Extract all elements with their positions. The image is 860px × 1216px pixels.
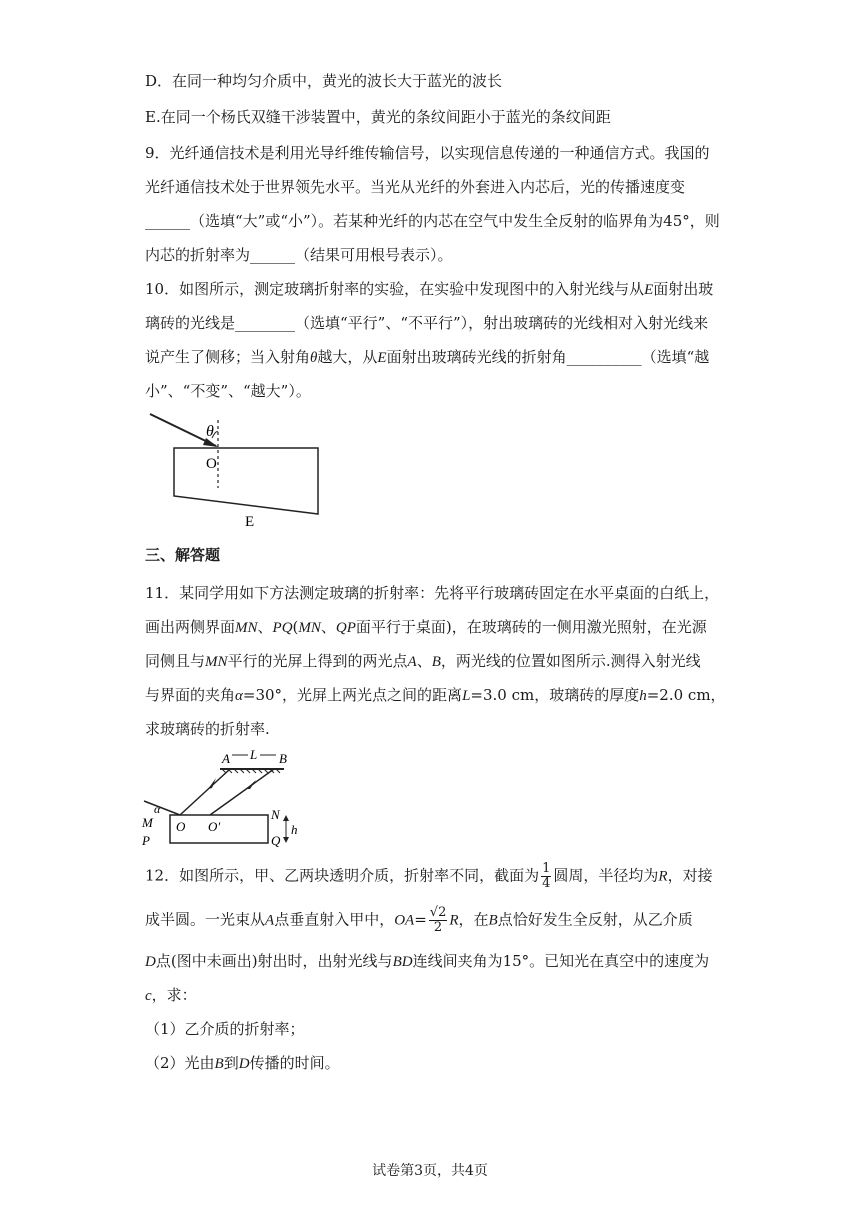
alpha-label: α <box>154 802 161 816</box>
length-l-label: L <box>250 747 258 762</box>
theta-label: θ <box>206 423 214 440</box>
q12-subquestion-1: （1）乙介质的折射率； <box>145 1020 305 1038</box>
q9-line-1: 9．光纤通信技术是利用光导纤维传输信号，以实现信息传递的一种通信方式。我国的 <box>145 144 710 162</box>
reflected-ray-2 <box>210 769 274 815</box>
q10-line-2: 璃砖的光线是________（选填“平行”、“不平行”），射出玻璃砖的光线相对入射光线来 <box>145 314 709 332</box>
point-o-label: O <box>206 456 217 472</box>
q8-option-d: D．在同一种均匀介质中，黄光的波长大于蓝光的波长 <box>145 72 503 90</box>
q12-subquestion-2: （2）光由B到D传播的时间。 <box>145 1054 340 1072</box>
fraction-one-quarter: $\frac{1}{4}$ <box>542 861 551 891</box>
point-n-label: N <box>271 807 280 822</box>
point-a-label: A <box>222 751 230 766</box>
q10-line-4: 小”、“不变”、“越大”）。 <box>145 382 311 400</box>
reflected-ray-1 <box>180 769 230 815</box>
point-o-label: O <box>176 819 186 834</box>
q10-line-3: 说产生了侧移；当入射角θ越大，从E面射出玻璃砖光线的折射角__________（选填“越 <box>145 348 710 366</box>
q11-line-5: 求玻璃砖的折射率. <box>145 720 270 738</box>
point-b-label: B <box>279 751 287 766</box>
q11-line-4: 与界面的夹角α=30°，光屏上两光点之间的距离L=3.0 cm，玻璃砖的厚度h=2.0 cm， <box>145 686 726 704</box>
incident-laser-ray <box>144 801 180 815</box>
thickness-arrow-top <box>283 815 289 821</box>
q9-line-4: 内芯的折射率为______（结果可用根号表示）。 <box>145 246 453 264</box>
q11-laser-figure <box>140 745 310 850</box>
fraction-root2-over-2: $\frac{√2}{2}$ <box>429 905 447 935</box>
q12-line-1: 12．如图所示，甲、乙两块透明介质，折射率不同，截面为 $\frac{1}{4}$ 圆周，半径均为R，对接 <box>145 861 713 891</box>
point-m-label: M <box>142 815 153 830</box>
q12-line-4: c，求： <box>145 986 197 1004</box>
reflected-ray-2-arrow <box>246 780 256 789</box>
q12-line-2: 成半圆。一光束从A点垂直射入甲中，OA= $\frac{√2}{2}$ R，在B点恰好发生全反射，从乙介质 <box>145 905 693 935</box>
thickness-arrow-bottom <box>283 837 289 843</box>
q11-line-3: 同侧且与MN平行的光屏上得到的两光点A、B，两光线的位置如图所示.测得入射光线 <box>145 652 701 670</box>
section-heading: 三、解答题 <box>145 546 221 564</box>
face-e-label: E <box>245 514 255 530</box>
q12-line-3: D点(图中未画出)射出时，出射光线与BD连线间夹角为15°。已知光在真空中的速度为 <box>145 952 710 970</box>
q11-line-2: 画出两侧界面MN、PQ(MN、QP面平行于桌面)，在玻璃砖的一侧用激光照射，在光源 <box>145 618 707 636</box>
q10-glass-brick-figure <box>140 410 340 535</box>
glass-brick <box>174 448 318 514</box>
q8-option-e: E.在同一个杨氏双缝干涉装置中，黄光的条纹间距小于蓝光的条纹间距 <box>145 108 611 126</box>
page-footer: 试卷第3页，共4页 <box>372 1163 488 1179</box>
q11-line-1: 11．某同学用如下方法测定玻璃的折射率：先将平行玻璃砖固定在水平桌面的白纸上， <box>145 584 720 602</box>
thickness-h-label: h <box>291 822 298 837</box>
q9-line-3: ______（选填“大”或“小”）。若某种光纤的内芯在空气中发生全反射的临界角为45°，则 <box>145 212 720 230</box>
q10-line-1: 10．如图所示，测定玻璃折射率的实验，在实验中发现图中的入射光线与从E面射出玻 <box>145 280 714 298</box>
point-p-label: P <box>142 833 150 848</box>
q9-line-2: 光纤通信技术处于世界领先水平。当光从光纤的外套进入内芯后，光的传播速度变 <box>145 178 686 196</box>
point-q-label: Q <box>271 833 281 848</box>
point-o-prime-label: O′ <box>208 819 221 834</box>
